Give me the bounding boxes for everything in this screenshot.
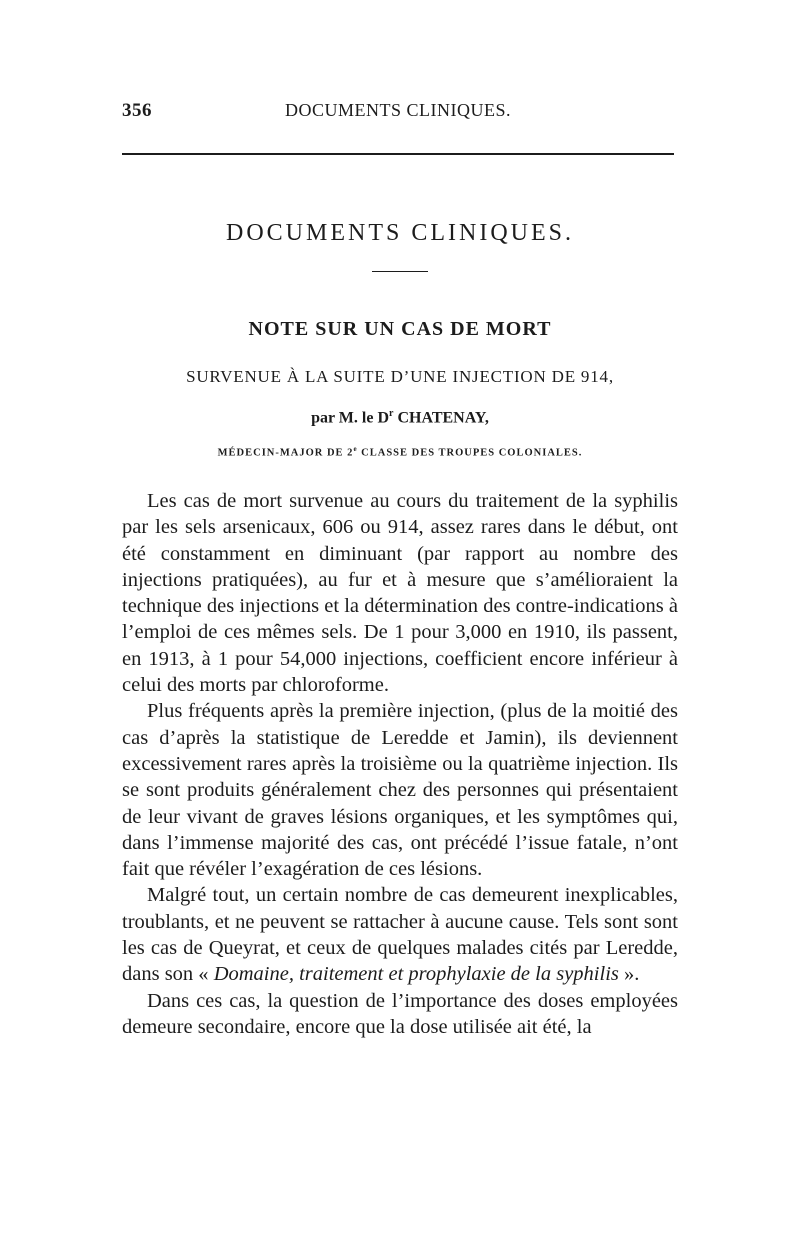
- running-head: [122, 100, 674, 136]
- affiliation-prefix: MÉDECIN-MAJOR DE 2: [217, 447, 354, 459]
- running-title: DOCUMENTS CLINIQUES.: [285, 100, 511, 120]
- section-title: DOCUMENTS CLINIQUES.: [226, 220, 574, 246]
- title-divider: [372, 271, 428, 272]
- affiliation-superscript: e: [353, 445, 358, 453]
- paragraph-3-end: ».: [624, 963, 640, 986]
- paragraph-4: Dans ces cas, la question de l’importance des doses employées demeure secondaire, encore que la dose utilisée ait été, la: [122, 989, 678, 1038]
- byline-superscript: r: [389, 408, 394, 419]
- author-byline: [0, 408, 800, 427]
- paragraph-3-start: Malgré tout, un certain nombre de cas demeurent inexplicables, troublants, et ne peuvent se rattacher à aucune cause. Tels sont sont les cas de Queyrat, et ceux de quelques malades cités par Leredde, dans son «: [122, 884, 678, 986]
- note-title-line-2: SURVENUE À LA SUITE D’UNE INJECTION DE 914,: [186, 367, 614, 386]
- header-rule: [122, 153, 674, 155]
- paragraph-1: Les cas de mort survenue au cours du traitement de la syphilis par les sels arsenicaux, 606 ou 914, assez rares dans le début, ont été constamment en diminuant (par rapport au nombre des injections pratiquées), au fur et à mesure que s’amélioraient la technique des injections et la détermination des contre-indications à l’emploi de ces mêmes sels. De 1 pour 3,000 en 1910, ils passent, en 1913, à 1 pour 54,000 injections, coefficient encore inférieur à celui des morts par chloroforme.: [122, 490, 678, 697]
- byline-name: CHATENAY,: [393, 409, 489, 427]
- author-affiliation: [0, 445, 800, 459]
- page-number: 356: [122, 100, 152, 121]
- book-title: Domaine, traitement et prophylaxie de la syphilis: [213, 963, 619, 986]
- paragraph-2: Plus fréquents après la première injection, (plus de la moitié des cas d’après la statistique de Leredde et Jamin), ils deviennent excessivement rares après la troisième ou la quatrième injection. Ils se sont produits généralement chez des personnes qui présentaient de leur vivant de graves lésions organiques, et les symptômes qui, dans l’immense majorité des cas, ont précédé l’issue fatale, n’ont fait que révéler l’exagération de ces lésions.: [122, 700, 678, 881]
- affiliation-suffix: CLASSE DES TROUPES COLONIALES.: [357, 447, 583, 459]
- body-text: [122, 488, 678, 1040]
- paragraph-3: [122, 882, 678, 987]
- byline-prefix: par M. le D: [311, 409, 390, 427]
- note-title-line-1: NOTE SUR UN CAS DE MORT: [248, 318, 552, 340]
